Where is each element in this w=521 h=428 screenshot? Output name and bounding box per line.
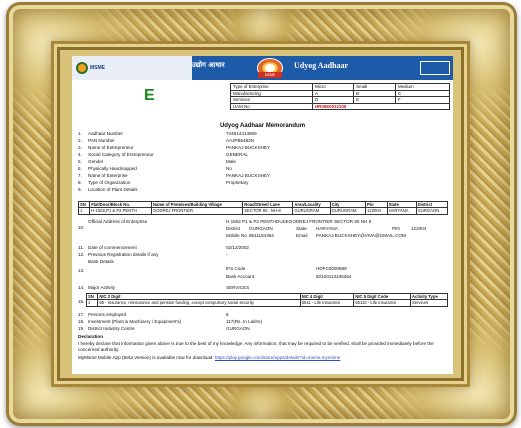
msme-badge: MSME	[258, 72, 282, 78]
investment-label: Investment (Plant & Machinery / Equipment's)	[88, 319, 182, 324]
email-value: PANKAJ.BUCKSHEY@VIVA@GMAIL.COM	[316, 233, 406, 238]
app-download-link[interactable]: https://play.google.com/store/apps/details?id=msme.mymsme	[214, 355, 341, 360]
header-title: Udyog Aadhaar	[294, 61, 349, 70]
prev-registration-value: -	[226, 252, 228, 257]
official-address-label: Official Address of Enterprise	[88, 219, 148, 224]
district-value: GURGAON	[249, 226, 273, 231]
certificate-header	[72, 56, 453, 80]
bank-account-value: 50100113236364	[316, 274, 352, 279]
enterprise-class-letter: E	[144, 87, 155, 104]
table-header-row: SN NIC 2 Digit NIC 4 Digit NIC 5 Digit Code Activity Type	[87, 294, 448, 300]
table-header-row: SN Flat/Door/Block No. Name of Premises/Building Village Road/Street/ Lane Area/Locality City Pin State District	[79, 202, 448, 208]
classification-table	[230, 83, 450, 110]
uam-number: HR05E0012105	[313, 103, 450, 110]
plant-location-table	[78, 201, 448, 215]
udyog-aadhaar-certificate: MSME उद्योग आधार MSME Udyog Aadhaar E Type of Enterprise Micro Small Medium Manufacturing A B C Services D E F UAM No HR05E0012105 Udyog Aadhaar Memorandum 1. Aadhaar Number 744614413969 2. PAN Number AAJPB6482N 3. Name of Entrepreneur PANKAJ BUCKSHEY 4. Social Category of Entrepreneur GENERAL 5. Gender Male 6. Physically Handicapped No 7. Name of Enterprise PANKAJ BUCKSHEY 8. Type of Organization Proprietary 9. Location of Plant Details SN Flat/Door/Block No. Name of Premises/Building Village Road/Street/ Lane Area/Locality City Pin State District 1 H-1502,P1 & P2 PENTH GODREJ FRONTIER SECTOR 80 . NH-8 GURUGRAM GURUGRAM 122004 HARYANA GURGAON 10. Official Address of Enterprise H 1502 P1 & P2 PENTHOUSEGODREJ FRONTIER SECTOR 80 NH 8 District GURGAON State HARYANA PIN 122004 Mobile No 8811154364 Email PANKAJ.BUCKSHEY@VIVA@GMAIL.COM 11. Date of commencement 02/12/2002 12. Previous Registration details if any - Bank Details 13. IFS Code HDFC0000589 Bank Account 50100113236364 14. Major Activity SERVICES 15. SN NIC 2 Digit NIC 4 Digit NIC 5 Digit Code Activity Type 1 66 - Insurance, reinsurance and pension funding, except compulsory social security 6511 - Life insurance 65110 - Life insurance Services 17. Persons employed 6 18. Investment (Plant & Machinery / Equipment's) 117(Rs. In Lakhs) 19. District Industry Centre GURGAON Declaration I hereby declare that information given above is true to the best of my knowledge. Any information, that may be required to be verified, shall be provided immediately before the concerned authority. MyMsme Mobile App (Beta Version) is available now for download: https://play.google.com/store/apps/details?id=msme.mymsme	[72, 56, 453, 374]
table-row: 1 H-1502,P1 & P2 PENTH GODREJ FRONTIER SECTOR 80 . NH-8 GURUGRAM GURUGRAM 122004 HARYANA GURGAON	[79, 208, 448, 214]
memo-title: Udyog Aadhaar Memorandum	[219, 123, 306, 129]
pin-value: 122004	[411, 226, 427, 231]
ifs-code-value: HDFC0000589	[316, 266, 347, 271]
bank-details-label: Bank Details	[88, 259, 114, 264]
nic-code-table	[86, 293, 448, 307]
official-address-line: H 1502 P1 & P2 PENTHOUSEGODREJ FRONTIER SECTOR 80 NH 8	[226, 219, 372, 224]
table-row: Services D E F	[231, 97, 450, 104]
prev-registration-label: Previous Registration details if any	[88, 252, 159, 257]
commencement-label: Date of commencement	[88, 245, 137, 250]
commencement-value: 02/12/2002	[226, 245, 249, 250]
qr-code-icon	[420, 61, 450, 75]
persons-employed-value: 6	[226, 312, 229, 317]
dic-value: GURGAON	[226, 326, 250, 331]
msme-logo: MSME	[76, 60, 136, 76]
mobile-app-note: MyMsme Mobile App (Beta Version) is available now for download: https://play.google.com/store/apps/details?id=msme.mymsme	[78, 355, 341, 360]
table-row: UAM No HR05E0012105	[231, 103, 450, 110]
table-row: Type of Enterprise Micro Small Medium	[231, 84, 450, 91]
investment-value: 117(Rs. In Lakhs)	[226, 319, 262, 324]
declaration-title: Declaration	[78, 334, 104, 339]
emblem-icon	[76, 62, 88, 74]
mobile-value: 8811154364	[249, 233, 274, 238]
state-value: HARYANA	[316, 226, 338, 231]
major-activity-label: Major Activity	[88, 285, 116, 290]
declaration-text: I hereby declare that information given above is true to the best of my knowledge. Any information, that may be required to be verified, shall be provided immediately before the concerned authority.	[78, 341, 434, 352]
persons-employed-label: Persons employed	[88, 312, 127, 317]
dic-label: District Industry Centre	[88, 326, 135, 331]
hindi-title: उद्योग आधार	[192, 61, 225, 69]
table-row: 1 66 - Insurance, reinsurance and pension funding, except compulsory social security 6511 - Life insurance 65110 - Life insurance Services	[87, 300, 448, 306]
major-activity-value: SERVICES	[226, 285, 250, 290]
official-address-number: 10.	[78, 225, 85, 230]
table-row: Manufacturing A B C	[231, 90, 450, 97]
